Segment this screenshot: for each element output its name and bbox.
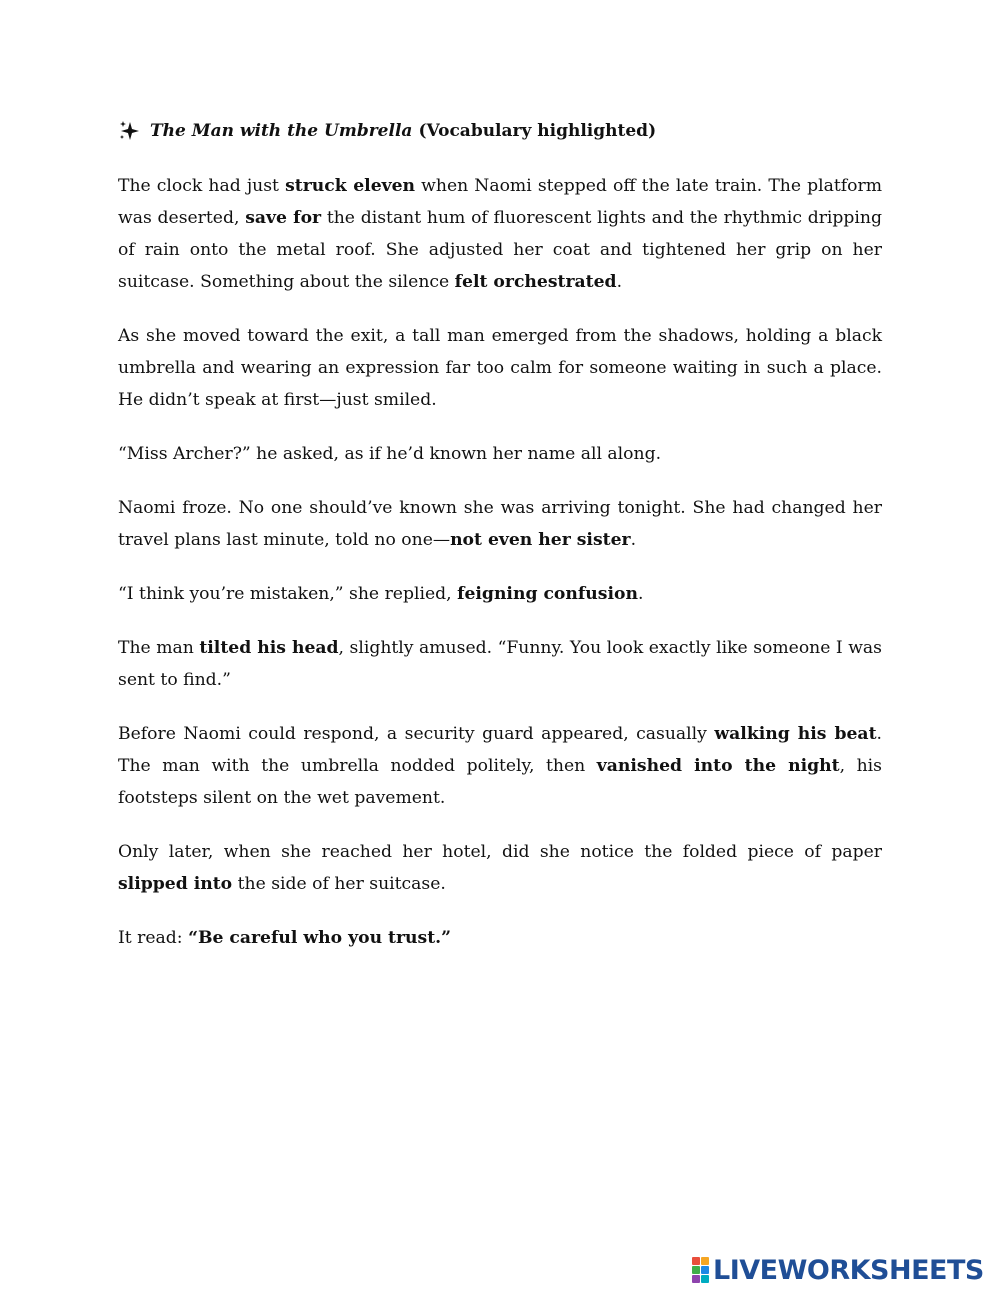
story-text: , slightly amused. “Funny. You look exactly like someone I was sent to find.” [118,638,882,690]
story-paragraph [118,922,882,954]
logo-mark-square [692,1257,700,1265]
story-paragraph [118,578,882,610]
story-text: The man [118,638,200,658]
vocabulary-term: not even her sister [450,530,631,550]
story-text: It read: [118,928,189,948]
sparkle-icon [118,120,140,142]
vocabulary-term: feigning confusion [457,584,638,604]
vocabulary-term: vanished into the night [596,756,840,776]
story-text: . [630,530,637,550]
vocabulary-term: slipped into [118,874,233,894]
story-paragraph [118,492,882,556]
story-text: Only later, when she reached her hotel, did she notice the folded piece of paper [118,842,882,862]
story-text: the side of her suitcase. [232,874,446,894]
story-text: Before Naomi could respond, a security guard appeared, casually [118,724,715,744]
vocabulary-term: save for [245,208,322,228]
title-subtitle-text: (Vocabulary highlighted) [418,121,657,141]
logo-mark-square [701,1257,709,1265]
logo-mark-square [701,1275,709,1283]
story-text: when Naomi stepped off the late train. The platform was deserted, [118,176,883,228]
vocabulary-term: tilted his head [199,638,339,658]
vocabulary-term: felt orchestrated [454,272,617,292]
logo-mark-square [701,1266,709,1274]
story-text: the distant hum of fluorescent lights and the rhythmic dripping of rain onto the metal roof. She adjusted her coat and tightened her grip on her suitcase. Something about the silence [118,208,882,292]
story-text: . The man with the umbrella nodded politely, then [118,724,882,776]
story-text: . [616,272,623,292]
story-text: . [637,584,644,604]
story-text: “Miss Archer?” he asked, as if he’d known her name all along. [118,444,662,464]
story-paragraph [118,320,882,416]
story-paragraph [118,632,882,696]
logo-mark-square [692,1266,700,1274]
story-text: The clock had just [118,176,286,196]
story-paragraph [118,438,882,470]
story-text: “I think you’re mistaken,” she replied, [118,584,458,604]
logo-mark-square [692,1275,700,1283]
story-paragraph [118,718,882,814]
story-paragraph [118,836,882,900]
logo-text: LIVEWORKSHEETS [713,1254,984,1286]
story-text: As she moved toward the exit, a tall man emerged from the shadows, holding a black umbrella and wearing an expression far too calm for someone waiting in such a place. He didn’t speak at first—just smiled. [118,326,882,410]
story-body [118,170,882,954]
title-italic-text: The Man with the Umbrella [150,121,413,141]
worksheet-page [118,116,882,976]
vocabulary-term: “Be careful who you trust.” [188,928,452,948]
story-title [118,116,882,146]
vocabulary-term: struck eleven [285,176,416,196]
vocabulary-term: walking his beat [714,724,877,744]
logo-mark-icon [692,1257,709,1283]
story-paragraph [118,170,882,298]
liveworksheets-logo [692,1254,984,1286]
story-text: , his footsteps silent on the wet pavement. [118,756,882,808]
story-text: Naomi froze. No one should’ve known she was arriving tonight. She had changed her travel plans last minute, told no one— [118,498,882,550]
